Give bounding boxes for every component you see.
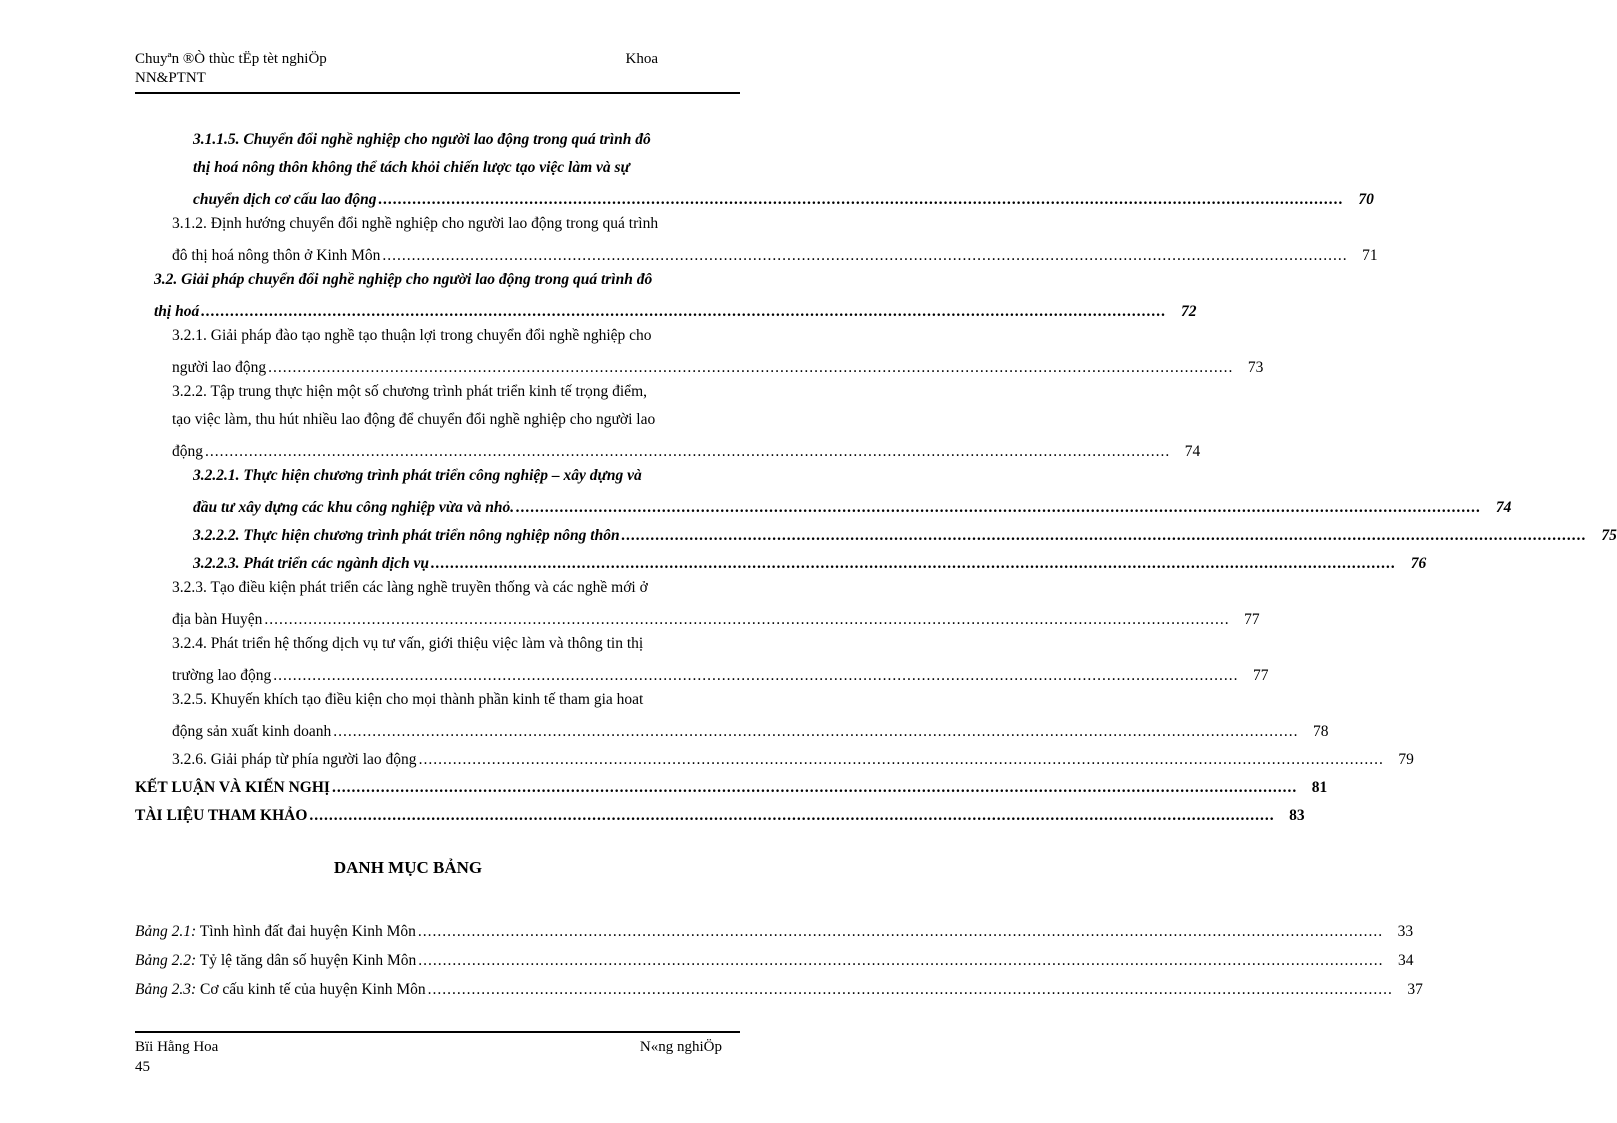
toc-entry[interactable] [193,523,1617,545]
table-entry[interactable] [135,948,1414,970]
toc-entry-line: 3.2.4. Phát triển hệ thống dịch vụ tư vấn, giới thiệu việc làm và thông tin thị [172,635,644,652]
footer-right: N«ng nghiÖp [639,1039,722,1055]
toc-entry[interactable] [154,299,1197,321]
table-caption: Tình hình đất đai huyện Kinh Môn [196,923,416,940]
table-entry[interactable] [135,919,1414,941]
toc-page-number: 81 [1311,779,1328,796]
header-rule [135,92,740,94]
toc-entry[interactable] [193,551,1427,573]
toc-page-number: 78 [1313,723,1329,740]
toc-entry[interactable] [172,439,1201,461]
toc-entry[interactable] [172,607,1260,629]
toc-entry[interactable] [172,663,1269,685]
toc-entry-label: 3.2.2.3. Phát triển các ngành dịch vụ [193,555,429,572]
toc-entry-label: động sản xuất kinh doanh [172,723,332,740]
toc-entry-line: 3.2. Giải pháp chuyển đổi nghề nghiệp cho người lao động trong quá trình đô [154,271,653,288]
page-header [135,50,740,88]
leader-dots [382,247,1347,265]
toc-entry[interactable] [193,187,1374,209]
leader-dots [332,779,1297,797]
table-caption: Cơ cấu kinh tế của huyện Kinh Môn [196,981,426,998]
leader-dots [205,443,1170,461]
toc-page-number: 74 [1495,499,1512,516]
toc-page-number: 71 [1362,247,1378,264]
toc-entry-label: chuyển dịch cơ cấu lao động [193,191,377,208]
toc-entry[interactable] [135,803,1305,825]
toc-entry-line: 3.2.2. Tập trung thực hiện một số chương trình phát triển kinh tế trọng điểm, [172,383,647,400]
toc-entry-label: động [172,443,203,460]
toc-page-number: 79 [1398,751,1414,768]
tables-list-title: DANH MỤC BẢNG [333,858,483,877]
table-label: Bảng 2.2: [135,952,197,969]
toc-entry-label: KẾT LUẬN VÀ KIẾN NGHỊ [135,779,330,796]
header-left: Chuyªn ®Ò thùc tËp tèt nghiÖp [135,51,327,67]
table-caption: Tỷ lệ tăng dân số huyện Kinh Môn [196,952,417,969]
toc-page-number: 73 [1247,359,1264,376]
footer-rule [135,1031,740,1033]
toc-entry-line: 3.2.5. Khuyến khích tạo điều kiện cho mọi thành phần kinh tế tham gia hoat [172,691,644,708]
toc-entry-line: 3.1.2. Định hướng chuyển đổi nghề nghiệp cho người lao động trong quá trình [172,215,659,232]
toc-entry-label: địa bàn Huyện [172,611,263,628]
leader-dots [268,359,1233,377]
toc-entry-line: 3.2.2.1. Thực hiện chương trình phát triển công nghiệp – xây dựng và [193,467,642,484]
toc-entry[interactable] [172,243,1378,265]
toc-page-number: 74 [1184,443,1201,460]
table-label: Bảng 2.1: [135,923,197,940]
toc-entry-line: tạo việc làm, thu hút nhiều lao động để chuyển đổi nghề nghiệp cho người lao [172,411,656,428]
toc-entry-line: 3.1.1.5. Chuyển đổi nghề nghiệp cho người lao động trong quá trình đô [193,131,651,148]
table-label: Bảng 2.3: [135,981,197,998]
table-page-number: 34 [1398,952,1414,969]
toc-page-number: 75 [1601,527,1617,544]
toc-entry-line: 3.2.3. Tạo điều kiện phát triển các làng nghề truyền thống và các nghề mới ở [172,579,648,596]
leader-dots [264,611,1229,629]
toc-entry-label: TÀI LIỆU THAM KHẢO [135,807,308,824]
toc-entry-line: thị hoá nông thôn không thể tách khỏi chiến lược tạo việc làm và sự [193,159,630,176]
leader-dots [201,303,1166,321]
leader-dots [273,667,1238,685]
toc-entry[interactable] [135,775,1328,797]
leader-dots [309,807,1274,825]
toc-entry[interactable] [172,719,1329,741]
toc-entry-label: trường lao động [172,667,272,684]
toc-entry-label: thị hoá [154,303,200,320]
toc-entry-label: người lao động [172,359,267,376]
toc-entry-label: đầu tư xây dựng các khu công nghiệp vừa và nhỏ. [193,499,515,516]
footer-left: Bïi Hằng Hoa [135,1039,219,1055]
toc-page-number: 76 [1410,555,1427,572]
leader-dots [622,527,1587,545]
leader-dots [419,751,1384,769]
leader-dots [379,191,1344,209]
toc-entry-line: 3.2.1. Giải pháp đào tạo nghề tạo thuận lợi trong chuyển đổi nghề nghiệp cho [172,327,652,344]
toc-entry[interactable] [193,495,1512,517]
toc-page-number: 70 [1358,191,1374,208]
footer-page-number: 45 [135,1059,150,1075]
toc-page-number: 72 [1180,303,1197,320]
leader-dots [516,499,1481,517]
table-page-number: 33 [1397,923,1414,940]
table-page-number: 37 [1407,981,1423,998]
leader-dots [428,981,1393,999]
header-line2: NN&PTNT [135,70,206,86]
toc-page-number: 77 [1244,611,1260,628]
page-footer [135,1037,740,1077]
leader-dots [418,923,1383,941]
table-entry[interactable] [135,977,1423,999]
toc-page-number: 77 [1253,667,1269,684]
toc-entry[interactable] [172,747,1414,769]
toc-entry-label: 3.2.2.2. Thực hiện chương trình phát triển nông nghiệp nông thôn [193,527,620,544]
leader-dots [431,555,1396,573]
leader-dots [418,952,1383,970]
toc-entry-label: đô thị hoá nông thôn ở Kinh Môn [172,247,381,264]
leader-dots [333,723,1298,741]
header-right: Khoa [625,51,658,67]
toc-entry[interactable] [172,355,1264,377]
toc-page-number: 83 [1289,807,1305,824]
toc-entry-label: 3.2.6. Giải pháp từ phía người lao động [172,751,417,768]
